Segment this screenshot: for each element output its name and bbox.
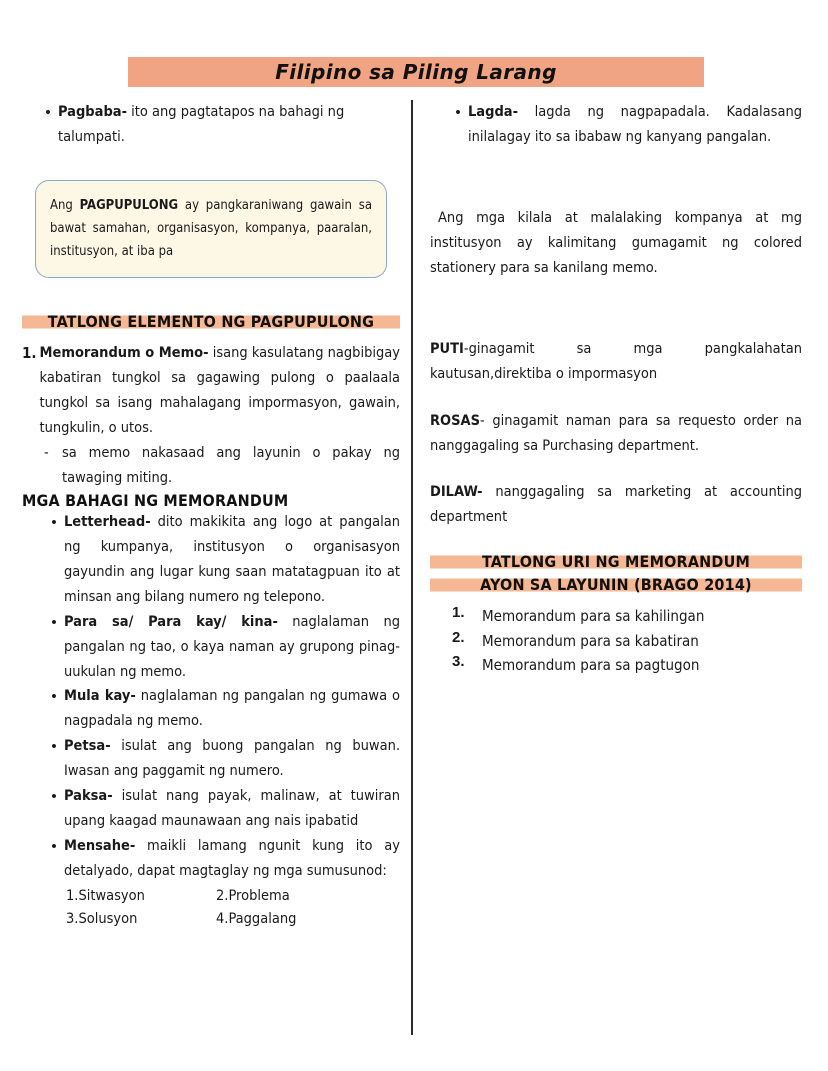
subitem: 1.Sitwasyon [66,887,145,904]
term-label: ROSAS [430,412,481,429]
numbered-list-item [452,653,802,677]
term-label: Lagda- [468,104,519,120]
term-label: Memorandum o Memo- [39,345,209,362]
left-column [22,100,400,931]
term-desc: isulat ang buong pangalan ng buwan. Iwasan ang paggamit ng numero. [64,738,400,780]
term-desc: nanggagaling sa marketing at accounting department [430,484,802,526]
bullet-icon: • [51,838,57,856]
bullet-icon: • [45,104,51,121]
dash-note-text: sa memo nakasaad ang layunin o pakay ng tawaging miting. [62,445,400,486]
bullet-icon: • [51,613,57,631]
term-desc: maikli lamang ngunit kung ito ay detalyado, dapat magtaglay ng mga sumusunod: [64,838,400,879]
subitem-row [66,908,400,931]
list-item [44,784,400,834]
color-entry-puti [430,337,802,387]
term-label: Paksa- [64,788,113,805]
callout-text [50,194,372,263]
item-label: Memorandum para sa pagtugon [482,655,700,674]
subitem-row [66,885,400,908]
bullet-text [64,684,400,734]
item-text [40,341,400,441]
list-item [448,100,802,150]
callout-rest: ay pangkaraniwang gawain sa bawat samahan, organisasyon, kompanya, paaralan, institusyon, at iba pa [50,197,372,260]
term-desc: - ginagamit naman para sa requesto order na nanggagaling sa Purchasing department. [430,412,802,454]
list-item [44,510,400,610]
item-label: Memorandum para sa kabatiran [482,631,699,650]
bullet-text [64,510,400,610]
bullet-text [58,100,400,150]
term-label: Petsa- [64,738,111,755]
color-entry-rosas [430,409,802,459]
bullet-icon: • [51,513,57,531]
term-label: DILAW- [430,484,483,501]
list-item [44,834,400,884]
subitem: 4.Paggalang [216,911,297,928]
color-entry-dilaw [430,480,802,530]
callout-lead: Ang [50,197,80,213]
bullet-text [64,610,400,685]
bullet-text [64,784,400,834]
bullet-text [468,100,802,150]
item-number: 1. [22,344,37,363]
term-desc: lagda ng nagpapadala. Kadalasang inilalagay ito sa ibabaw ng kanyang pangalan. [468,104,802,145]
paragraph-colored-stationery: Ang mga kilala at malalaking kompanya at mg institusyon ay kalimitang gumagamit ng colored stationery para sa kanilang memo. [430,209,802,276]
section-header-tatlong-elemento [22,312,400,331]
list-item [44,734,400,784]
section-header-mga-bahagi: MGA BAHAGI NG MEMORANDUM [22,490,289,510]
term-label: Letterhead- [64,513,151,530]
document-title-banner [128,57,704,87]
item-number: 2. [452,628,465,646]
term-label: Para sa/ Para kay/ kina- [64,613,278,630]
numbered-item [22,341,400,441]
bullet-icon: • [51,688,57,706]
item-label: Memorandum para sa kahilingan [482,607,705,626]
section-header-tatlong-uri-line1 [430,552,802,571]
right-column [430,100,802,677]
dash-note [44,441,400,491]
term-label: Pagbaba- [58,104,128,120]
list-item [38,100,400,150]
section-header-label: TATLONG ELEMENTO NG PAGPUPULONG [47,312,375,332]
section-header-tatlong-uri-line2 [430,575,802,594]
list-item [44,610,400,685]
callout-keyword: PAGPUPULONG [79,197,179,213]
bullet-text [64,834,400,884]
term-label: Mensahe- [64,838,136,855]
term-desc: naglalaman ng pangalan ng tao, o kaya naman ay grupong pinag-uukulan ng memo. [64,613,401,680]
section-header-label: TATLONG URI NG MEMORANDUM [482,552,750,572]
subitem: 3.Solusyon [66,911,138,928]
bullet-icon: • [51,788,57,806]
term-desc: isulat nang payak, malinaw, at tuwiran upang kaagad maunawaan ang nais ipabatid [64,788,400,830]
term-desc: dito makikita ang logo at pangalan ng kumpanya, institusyon o organisasyon gayundin ang lugar kung saan matatagpuan ito at minsan ang bilang numero ng telepono. [64,513,400,605]
term-label: Mula kay- [64,688,136,705]
term-desc: ito ang pagtatapos na bahagi ng talumpati. [58,104,345,145]
term-desc: isang kasulatang nagbibigay kabatiran tungkol sa gagawing pulong o paalaala tungkol sa isang mahalagang impormasyon, gawain, tungkulin, o utos. [39,345,400,437]
term-desc: naglalaman ng pangalan ng gumawa o nagpadala ng memo. [64,688,401,730]
numbered-list-item [452,604,802,628]
mensahe-subitem-grid [66,885,400,931]
subitem: 2.Problema [216,887,290,904]
bullet-icon: • [51,738,57,756]
item-number: 3. [452,652,465,670]
term-desc: -ginagamit sa mga pangkalahatan kautusan,direktiba o impormasyon [430,340,802,382]
bullet-icon: • [455,104,461,121]
term-label: PUTI [430,340,464,357]
list-item [44,684,400,734]
column-divider [411,100,413,1035]
numbered-list-item [452,629,802,653]
page-title: Filipino sa Piling Larang [275,60,557,84]
bullet-text [64,734,400,784]
item-number: 1. [452,604,465,622]
dash-marker: - [44,445,49,461]
section-header-label: AYON SA LAYUNIN (BRAGO 2014) [480,575,752,595]
callout-box [35,180,387,278]
